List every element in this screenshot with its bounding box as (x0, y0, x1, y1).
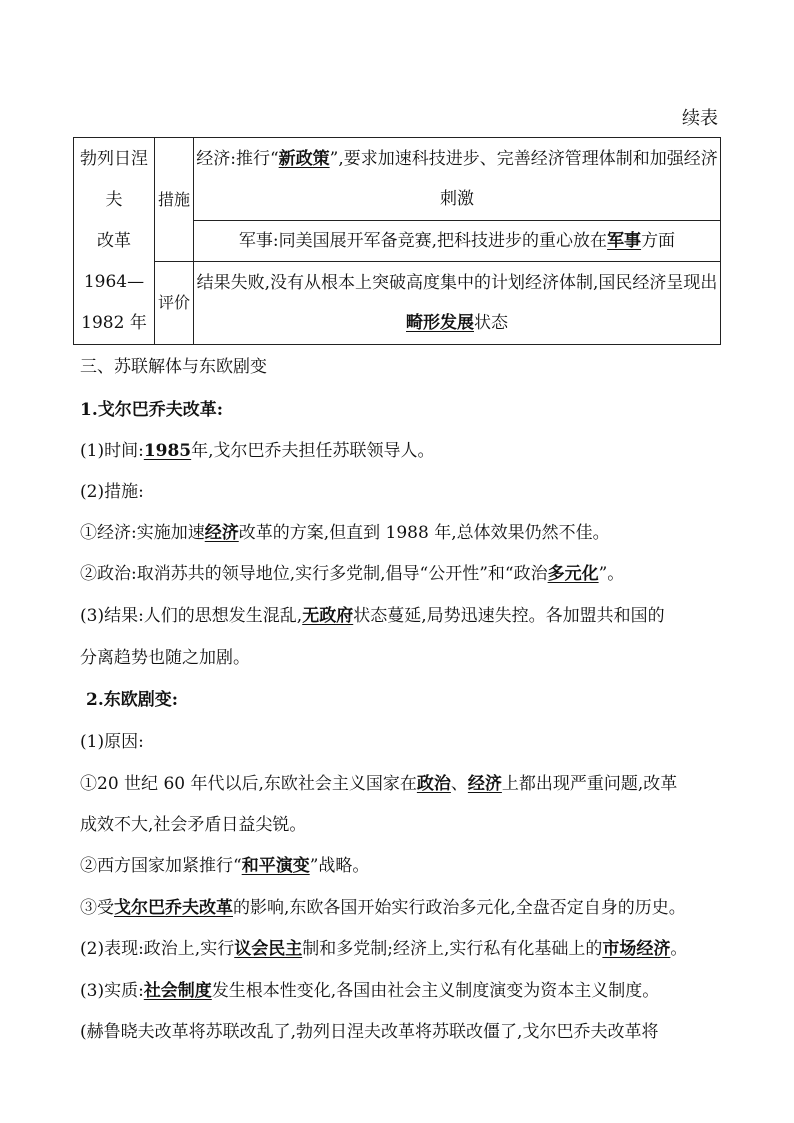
evaluation-cell (194, 262, 721, 345)
ee-cause-2 (80, 855, 369, 877)
econ-measure-cell (194, 138, 721, 221)
text: 经济:推行“ (196, 149, 279, 169)
text: 制和多党制;经济上,实行私有化基础上的 (302, 939, 603, 959)
ee-manifestation (80, 938, 687, 960)
gorbachev-econ (80, 522, 610, 544)
text: 军事:同美国展开军备竞赛,把科技进步的重心放在 (238, 231, 608, 251)
keyword: 政治 (416, 774, 451, 794)
keyword: 社会制度 (143, 981, 212, 1001)
keyword: 戈尔巴乔夫改革 (114, 898, 233, 918)
keyword: 议会民主 (234, 939, 303, 959)
text: ”。 (598, 564, 625, 584)
text: (2)表现:政治上,实行 (80, 939, 235, 959)
text: ①经济:实施加速 (80, 523, 205, 543)
gorbachev-politics (80, 563, 624, 585)
text: 改革的方案,但直到 1988 年,总体效果仍然不佳。 (238, 523, 610, 543)
table-continued-label: 续表 (682, 108, 718, 129)
text: ③受 (80, 898, 114, 918)
keyword: 市场经济 (602, 939, 671, 959)
text: (3)实质: (80, 981, 144, 1001)
text: 上都出现严重问题,改革 (501, 774, 678, 794)
text: (1)时间: (80, 441, 144, 461)
gorbachev-result (80, 605, 665, 627)
ee-cause: (1)原因: (80, 732, 144, 752)
text: (3)结果:人们的思想发生混乱, (80, 606, 303, 626)
text: 的影响,东欧各国开始实行政治多元化,全盘否定自身的历史。 (233, 898, 686, 918)
keyword: 多元化 (547, 564, 599, 584)
text: 发生根本性变化,各国由社会主义制度演变为资本主义制度。 (211, 981, 660, 1001)
ee-cause-1 (80, 773, 677, 795)
text: ”,要求加速科技进步、完善经济管理体制和加强经济刺激 (329, 149, 718, 209)
keyword: 和平演变 (241, 856, 310, 876)
keyword: 1985 (143, 441, 192, 461)
text: 、 (450, 774, 468, 794)
text: 年,戈尔巴乔夫担任苏联领导人。 (191, 441, 435, 461)
summary-note: (赫鲁晓夫改革将苏联改乱了,勃列日涅夫改革将苏联改僵了,戈尔巴乔夫改革将 (80, 1022, 659, 1042)
heading-gorbachev: 1.戈尔巴乔夫改革: (80, 400, 224, 420)
section-title: 三、苏联解体与东欧剧变 (80, 357, 267, 377)
text: 结果失败,没有从根本上突破高度集中的计划经济体制,国民经济呈现出 (196, 273, 718, 293)
reform-name-line: 勃列日涅 (80, 148, 148, 169)
gorbachev-time (80, 440, 435, 462)
military-measure-cell (194, 221, 721, 262)
text: 。 (670, 939, 688, 959)
ee-cause-1-line2: 成效不大,社会矛盾日益尖锐。 (80, 815, 307, 835)
keyword: 无政府 (302, 606, 354, 626)
heading-eastern-europe: 2.东欧剧变: (86, 690, 179, 710)
ee-cause-3 (80, 897, 686, 919)
text: 方面 (641, 231, 676, 251)
text: ”战略。 (309, 856, 370, 876)
keyword: 经济 (204, 523, 239, 543)
reform-table (73, 137, 721, 345)
gorbachev-measures: (2)措施: (80, 482, 144, 502)
text: 状态 (474, 313, 508, 333)
keyword: 军事 (607, 231, 642, 251)
reform-name-line: 1964— (83, 271, 145, 292)
measures-label: 措施 (155, 138, 194, 262)
text: ②西方国家加紧推行“ (80, 856, 242, 876)
evaluation-label: 评价 (155, 262, 194, 345)
reform-name-line: 1982 年 (81, 312, 147, 333)
gorbachev-result-line2: 分离趋势也随之加剧。 (80, 648, 250, 668)
keyword: 畸形发展 (406, 313, 474, 333)
keyword: 经济 (467, 774, 502, 794)
text: ②政治:取消苏共的领导地位,实行多党制,倡导“公开性”和“政治 (80, 564, 548, 584)
text: ①20 世纪 60 年代以后,东欧社会主义国家在 (80, 774, 417, 794)
ee-essence (80, 980, 659, 1002)
keyword: 新政策 (278, 149, 330, 169)
text: 状态蔓延,局势迅速失控。各加盟共和国的 (353, 606, 665, 626)
reform-name-line: 夫 (105, 189, 123, 210)
reform-name-cell (74, 138, 155, 345)
reform-name-line: 改革 (97, 230, 131, 251)
